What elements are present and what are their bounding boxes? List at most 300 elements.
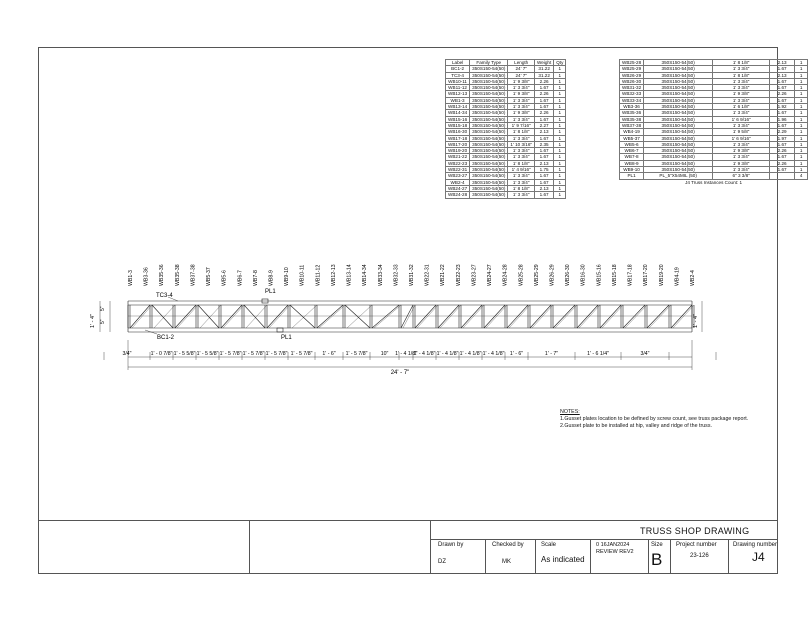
schedule-cell: 2.13 xyxy=(535,185,554,191)
schedule-cell: WB22-23 xyxy=(446,160,470,166)
schedule-cell: WB24-28 xyxy=(446,192,470,198)
dimension-label: 1' - 4 1/8" xyxy=(413,351,436,357)
schedule-cell: 1.67 xyxy=(770,78,795,84)
schedule-cell: 1 xyxy=(795,104,808,110)
schedule-cell: 1 xyxy=(554,167,566,173)
schedule-cell: 350S150-54(50) xyxy=(644,160,713,166)
web-diagonal xyxy=(154,305,175,328)
schedule-cell: WB7-8 xyxy=(620,154,644,160)
schedule-cell: WB15-18 xyxy=(446,122,470,128)
schedule-cell: 1 xyxy=(795,122,808,128)
schedule-cell: 2.35 xyxy=(535,141,554,147)
title-block-divider xyxy=(670,539,671,574)
schedule-cell: 350S150-54(50) xyxy=(470,167,508,173)
schedule-cell: 1 xyxy=(795,66,808,72)
web-diagonal xyxy=(579,305,600,328)
schedule-cell: 4 xyxy=(795,173,808,179)
schedule-cell: 1' 6 1/8" xyxy=(713,104,770,110)
web-diagonal xyxy=(200,305,221,328)
height-sub-dimension-1: 5" xyxy=(100,306,106,311)
web-label: WB21-22 xyxy=(440,264,447,286)
title-block-top-border xyxy=(38,520,778,521)
schedule-cell: 350S150-54(50) xyxy=(644,110,713,116)
dimension-label: 3/4" xyxy=(640,351,650,357)
web-diagonal xyxy=(177,305,198,328)
note-line-2: 2.Gusset plate to be installed at hip, valley and ridge of the truss. xyxy=(560,422,712,429)
schedule-cell: 350S150-54(50) xyxy=(470,129,508,135)
dimension-label: 1' - 5 5/8" xyxy=(173,351,196,357)
schedule-cell: 1.67 xyxy=(535,179,554,185)
dimension-label: 1' - 4 1/8" xyxy=(395,351,417,357)
schedule-cell: 1 xyxy=(554,129,566,135)
schedule-cell: 1 xyxy=(795,148,808,154)
schedule-cell: 1' 3 3/4" xyxy=(508,85,535,91)
schedule-cell: WB14-34 xyxy=(446,110,470,116)
web-label: WB5-6 xyxy=(221,270,228,286)
web-diagonal xyxy=(509,305,530,328)
web-diagonal xyxy=(625,305,647,328)
web-diagonal xyxy=(647,305,669,328)
schedule-cell: 350S150-54(50) xyxy=(644,135,713,141)
schedule-cell: 1 xyxy=(795,85,808,91)
schedule-cell: PL_5"X54MIL (50) xyxy=(644,173,713,179)
schedule-cell: 1' 8 1/8" xyxy=(508,160,535,166)
schedule-cell: 1' 3 3/4" xyxy=(713,78,770,84)
schedule-cell: 1.67 xyxy=(535,135,554,141)
schedule-cell: 350S150-54(50) xyxy=(470,104,508,110)
schedule-cell: 1' 8 1/8" xyxy=(508,129,535,135)
schedule-cell: 1 xyxy=(795,110,808,116)
schedule-cell: WB9-10 xyxy=(620,167,644,173)
schedule-cell: 2.13 xyxy=(770,72,795,78)
web-diagonal xyxy=(152,305,173,328)
drawn-by-value: DZ xyxy=(438,559,446,565)
schedule-cell: 350S150-54(50) xyxy=(644,167,713,173)
drawing-number-label: Drawing number xyxy=(733,542,778,548)
schedule-cell: 1.97 xyxy=(770,135,795,141)
web-diagonal xyxy=(175,305,196,328)
schedule-cell: 1.67 xyxy=(535,116,554,122)
web-diagonal xyxy=(347,305,372,328)
schedule-cell: WB3-36 xyxy=(620,104,644,110)
web-diagonal xyxy=(319,305,345,328)
schedule-cell: WB17-18 xyxy=(446,135,470,141)
dimension-label: 1' - 5 7/8" xyxy=(345,351,368,357)
schedule-cell: WB25-28 xyxy=(620,60,644,66)
schedule-cell: 1 xyxy=(554,85,566,91)
schedule-cell: 1 xyxy=(795,91,808,97)
schedule-header-cell: Length xyxy=(508,60,535,66)
schedule-cell: 1' 9 3/8" xyxy=(508,91,535,97)
schedule-cell: 350S150-54(50) xyxy=(470,185,508,191)
web-label: WB25-29 xyxy=(533,264,540,286)
scale-value: As indicated xyxy=(541,555,585,564)
schedule-header-cell: Weight xyxy=(535,60,554,66)
schedule-cell: 1' 3 3/4" xyxy=(508,97,535,103)
schedule-cell: 6" 3 3/8" xyxy=(713,173,770,179)
schedule-cell: 350S150-54(50) xyxy=(470,110,508,116)
web-diagonal xyxy=(602,305,623,328)
schedule-cell: 1 xyxy=(795,129,808,135)
schedule-cell: 2.26 xyxy=(535,91,554,97)
web-label: WB5-37 xyxy=(206,267,213,286)
schedule-cell: 1' 3 3/4" xyxy=(508,116,535,122)
schedule-cell: 1.75 xyxy=(535,167,554,173)
schedule-cell: 350S150-54(50) xyxy=(470,192,508,198)
sheet-title: TRUSS SHOP DRAWING xyxy=(640,526,750,536)
schedule-cell: WB6-7 xyxy=(620,148,644,154)
web-diagonal xyxy=(221,305,242,328)
schedule-cell: 1' 3 3/4" xyxy=(713,110,770,116)
web-label: WB14-34 xyxy=(362,264,369,286)
schedule-cell: 1' 9 3/8" xyxy=(508,110,535,116)
web-diagonal xyxy=(401,305,413,328)
schedule-header-cell: Label xyxy=(446,60,470,66)
schedule-cell: 1' 3 3/4" xyxy=(713,85,770,91)
schedule-cell: 1.67 xyxy=(770,122,795,128)
schedule-cell: 1' 3 3/4" xyxy=(713,167,770,173)
web-label: WB2-4 xyxy=(690,270,696,286)
schedule-cell: 350S150-54(50) xyxy=(644,97,713,103)
web-diagonal xyxy=(486,305,507,328)
schedule-cell: 350S150-54(50) xyxy=(470,122,508,128)
schedule-cell: 350S150-54(50) xyxy=(644,104,713,110)
schedule-cell: 1 xyxy=(554,91,566,97)
schedule-cell: 1 xyxy=(795,116,808,122)
schedule-cell: WB22-31 xyxy=(446,167,470,173)
web-label: WB7-8 xyxy=(252,270,259,286)
title-block-divider xyxy=(590,539,591,574)
schedule-cell: 1 xyxy=(795,167,808,173)
project-number-value: 23-126 xyxy=(690,553,709,559)
schedule-cell: WB25-29 xyxy=(620,66,644,72)
schedule-cell: 2.13 xyxy=(535,129,554,135)
schedule-cell: 1.96 xyxy=(770,116,795,122)
web-diagonal xyxy=(649,305,671,328)
height-sub-dimension-2: 5" xyxy=(100,319,106,324)
title-block-divider xyxy=(485,539,486,574)
dimension-label: 1' - 5 7/8" xyxy=(219,351,242,357)
web-diagonal xyxy=(132,305,152,328)
schedule-cell: 1 xyxy=(554,66,566,72)
size-value: B xyxy=(651,550,663,569)
drawing-number-value: J4 xyxy=(752,550,765,564)
schedule-cell: 1 xyxy=(795,97,808,103)
dimension-label: 1' - 6" xyxy=(509,351,524,357)
web-diagonal xyxy=(555,305,577,328)
schedule-cell: 1 xyxy=(554,110,566,116)
web-label: WB17-20 xyxy=(643,264,650,286)
web-label: WB6-7 xyxy=(237,270,244,286)
schedule-cell: WB10-11 xyxy=(446,78,470,84)
schedule-cell: 350S150-54(50) xyxy=(644,60,713,66)
web-label: WB22-23 xyxy=(455,264,462,286)
schedule-cell: 350S150-54(50) xyxy=(470,173,508,179)
schedule-cell: 1.67 xyxy=(535,154,554,160)
dimension-label: 1' - 7" xyxy=(544,351,559,357)
schedule-cell: 1' 9 7/16" xyxy=(508,122,535,128)
checked-by-label: Checked by xyxy=(492,542,524,548)
schedule-cell: 350S150-54(50) xyxy=(644,85,713,91)
schedule-cell: 2.26 xyxy=(770,148,795,154)
schedule-cell: 1.67 xyxy=(535,97,554,103)
schedule-cell: 350S150-54(50) xyxy=(644,122,713,128)
dimension-label: 1' - 5 7/8" xyxy=(265,351,288,357)
schedule-cell: 2.27 xyxy=(535,122,554,128)
dimension-label: 1' - 5 7/8" xyxy=(242,351,265,357)
web-diagonal xyxy=(461,305,482,328)
schedule-cell: 1 xyxy=(795,141,808,147)
dimension-label: 3/4" xyxy=(122,351,132,357)
schedule-cell: 1' 8 1/8" xyxy=(713,60,770,66)
title-block-row-divider xyxy=(430,539,778,540)
web-diagonal xyxy=(417,305,438,328)
web-diagonal xyxy=(223,305,244,328)
schedule-cell: 1' 3 3/4" xyxy=(508,173,535,179)
schedule-cell: 1 xyxy=(554,116,566,122)
dimension-label: 1' - 0 7/8" xyxy=(150,351,173,357)
schedule-cell: 1 xyxy=(554,97,566,103)
notes-title: NOTES: xyxy=(560,409,580,415)
schedule-cell: 350S150-54(50) xyxy=(644,78,713,84)
schedule-cell: 1' 3 3/4" xyxy=(713,97,770,103)
project-number-label: Project number xyxy=(676,542,717,548)
schedule-cell: 350S150-54(50) xyxy=(470,72,508,78)
web-label: WB10-11 xyxy=(299,264,306,286)
schedule-cell: 1.67 xyxy=(535,173,554,179)
schedule-cell: 350S150-54(50) xyxy=(644,66,713,72)
web-label: WB31-32 xyxy=(409,264,415,286)
schedule-cell: 350S150-54(50) xyxy=(644,154,713,160)
web-label: WB32-33 xyxy=(393,264,400,286)
schedule-cell: 1' 3 3/4" xyxy=(713,66,770,72)
schedule-cell: 1 xyxy=(554,192,566,198)
schedule-cell: 1' 3 3/4" xyxy=(508,135,535,141)
overall-length-dimension: 24' - 7" xyxy=(390,370,410,376)
schedule-cell: 1.67 xyxy=(770,85,795,91)
web-diagonal xyxy=(198,305,219,328)
schedule-cell: WB5-6 xyxy=(620,141,644,147)
schedule-cell: 350S150-54(50) xyxy=(470,66,508,72)
web-label: WB11-12 xyxy=(315,264,322,286)
schedule-cell: 1' 8 1/8" xyxy=(713,72,770,78)
web-diagonal xyxy=(671,305,692,328)
schedule-cell: WB21-22 xyxy=(446,154,470,160)
web-diagonal xyxy=(553,305,575,328)
size-label: Size xyxy=(651,542,663,548)
schedule-cell: BC1-2 xyxy=(446,66,470,72)
schedule-cell: WB16-30 xyxy=(446,129,470,135)
web-diagonal xyxy=(484,305,505,328)
dimension-label: 1' - 5 5/8" xyxy=(196,351,219,357)
web-label: WB16-30 xyxy=(580,264,587,286)
schedule-cell: 1 xyxy=(554,141,566,147)
web-diagonal xyxy=(600,305,621,328)
schedule-cell: WB17-20 xyxy=(446,141,470,147)
schedule-cell: WB23-27 xyxy=(446,173,470,179)
schedule-cell: WB32-33 xyxy=(620,91,644,97)
truss-geometry xyxy=(128,297,694,334)
web-label: WB25-28 xyxy=(518,264,525,286)
schedule-cell: 2.29 xyxy=(770,129,795,135)
schedule-cell: 1 xyxy=(795,78,808,84)
dimension-label: 1' - 4 1/8" xyxy=(459,351,482,357)
web-label: WB9-10 xyxy=(284,267,291,286)
schedule-cell: WB31-32 xyxy=(620,85,644,91)
gusset-plate xyxy=(277,328,283,332)
web-diagonal xyxy=(269,305,290,328)
schedule-cell: 1.67 xyxy=(770,110,795,116)
web-diagonal xyxy=(345,305,370,328)
schedule-cell: 1 xyxy=(795,160,808,166)
schedule-cell: 1' 3 3/4" xyxy=(508,104,535,110)
height-dimension-right: 1' - 4" xyxy=(693,313,699,328)
title-block-divider xyxy=(430,520,431,574)
schedule-cell: 1' 8 1/8" xyxy=(508,185,535,191)
schedule-cell: WB26-30 xyxy=(620,78,644,84)
web-diagonal xyxy=(673,305,694,328)
note-line-1: 1.Gusset plates location to be defined by screw count, see truss package report. xyxy=(560,415,749,422)
web-diagonal xyxy=(440,305,461,328)
web-label: WB13-14 xyxy=(346,264,353,286)
schedule-cell: 1' 9 5/8" xyxy=(713,129,770,135)
schedule-cell: 350S150-54(50) xyxy=(470,97,508,103)
title-block-divider xyxy=(249,520,250,574)
schedule-header-cell: Family Type xyxy=(470,60,508,66)
web-label: WB17-18 xyxy=(627,264,634,286)
schedule-cell: 1 xyxy=(554,148,566,154)
schedule-cell: 1 xyxy=(554,173,566,179)
schedule-cell: 2.26 xyxy=(770,160,795,166)
web-diagonal xyxy=(438,305,459,328)
web-label: WB12-13 xyxy=(330,264,337,286)
schedule-cell: 350S150-54(50) xyxy=(470,179,508,185)
schedule-cell: 2.13 xyxy=(770,60,795,66)
web-diagonal xyxy=(244,305,265,328)
schedule-cell: 1' 4 9/16" xyxy=(508,167,535,173)
schedule-cell: 1' 10 3/16" xyxy=(508,141,535,147)
schedule-cell: 1.67 xyxy=(770,66,795,72)
schedule-cell: 350S150-54(50) xyxy=(644,148,713,154)
web-label: WB3-36 xyxy=(143,267,150,286)
schedule-cell: 1 xyxy=(554,122,566,128)
schedule-cell: 1' 3 3/4" xyxy=(713,122,770,128)
schedule-cell: 350S150-54(50) xyxy=(470,135,508,141)
schedule-cell: WB35-38 xyxy=(620,116,644,122)
schedule-cell: WB1-3 xyxy=(446,97,470,103)
notes-block xyxy=(560,409,748,429)
drawn-by-label: Drawn by xyxy=(438,542,464,548)
schedule-cell: WB12-13 xyxy=(446,91,470,97)
schedule-cell: 350S150-54(50) xyxy=(644,129,713,135)
schedule-cell: 31.22 xyxy=(535,72,554,78)
schedule-cell: 1' 9 3/8" xyxy=(713,160,770,166)
web-label: WB24-27 xyxy=(487,264,494,286)
schedule-cell: 1.92 xyxy=(770,104,795,110)
schedule-cell: 2.26 xyxy=(770,91,795,97)
title-block-divider xyxy=(535,539,536,574)
schedule-cell: WB4-19 xyxy=(620,129,644,135)
plate-label-b: PL1 xyxy=(281,335,292,341)
schedule-cell: 2.26 xyxy=(535,110,554,116)
web-diagonal xyxy=(530,305,551,328)
dimension-label: 1' - 6 1/4" xyxy=(587,351,609,357)
schedule-cell: 1' 3 3/4" xyxy=(508,179,535,185)
schedule-cell: WB24-27 xyxy=(446,185,470,191)
schedule-cell: 350S150-54(50) xyxy=(470,91,508,97)
schedule-cell: 2.26 xyxy=(535,78,554,84)
title-block-divider xyxy=(728,539,729,574)
web-diagonal xyxy=(507,305,528,328)
dimension-label: 1' - 4 1/8" xyxy=(482,351,505,357)
web-label: WB26-30 xyxy=(565,264,572,286)
dimension-label: 1' - 6" xyxy=(322,351,336,357)
dimension-label: 1' - 4 1/8" xyxy=(436,351,459,357)
schedule-cell: 1 xyxy=(554,78,566,84)
schedule-cell: 1' 3 3/4" xyxy=(508,192,535,198)
schedule-cell: WB37-38 xyxy=(620,122,644,128)
web-diagonal xyxy=(577,305,598,328)
schedule-cell: 1 xyxy=(554,154,566,160)
checked-by-value: MK xyxy=(502,559,511,565)
revision-line-2: REVIEW REV2 xyxy=(596,549,634,555)
schedule-cell: 350S150-54(50) xyxy=(644,72,713,78)
schedule-cell: 350S150-54(50) xyxy=(470,141,508,147)
web-diagonal xyxy=(267,305,288,328)
schedule-cell: 1' 6 9/16" xyxy=(713,135,770,141)
schedule-cell: 350S150-54(50) xyxy=(644,116,713,122)
schedule-cell: 1.67 xyxy=(770,167,795,173)
web-label: WB15-16 xyxy=(596,264,603,286)
web-label: WB15-18 xyxy=(611,264,618,286)
schedule-cell: 350S150-54(50) xyxy=(644,141,713,147)
schedule-cell: 1' 9 3/8" xyxy=(713,91,770,97)
truss-instances-count: J4 Truss Instances Count: 1 xyxy=(685,179,743,185)
web-label: WB35-38 xyxy=(174,264,181,286)
schedule-cell: 1.67 xyxy=(535,85,554,91)
schedule-cell: 2.13 xyxy=(535,160,554,166)
web-label: WB24-28 xyxy=(502,264,509,286)
schedule-cell: 1 xyxy=(795,154,808,160)
schedule-cell: 350S150-54(50) xyxy=(470,148,508,154)
web-diagonal xyxy=(532,305,553,328)
schedule-cell: 350S150-54(50) xyxy=(644,91,713,97)
web-label: WB4-19 xyxy=(674,267,681,286)
web-diagonal xyxy=(290,305,315,328)
schedule-cell: 1 xyxy=(554,135,566,141)
schedule-cell: WB2-4 xyxy=(446,179,470,185)
schedule-cell: WB19-20 xyxy=(446,148,470,154)
schedule-cell: 1' 3 3/4" xyxy=(508,154,535,160)
schedule-header-cell: Qty xyxy=(554,60,566,66)
dimension-label: 1' - 5 7/8" xyxy=(290,351,313,357)
schedule-cell: TC3-4 xyxy=(446,72,470,78)
schedule-cell: 1 xyxy=(795,60,808,66)
schedule-cell: 350S150-54(50) xyxy=(470,154,508,160)
schedule-cell: 1 xyxy=(554,179,566,185)
schedule-cell: 1' 3 3/4" xyxy=(508,148,535,154)
schedule-cell: 1 xyxy=(554,104,566,110)
scale-label: Scale xyxy=(541,542,557,548)
schedule-cell: 1 xyxy=(554,160,566,166)
bottom-chord-label: BC1-2 xyxy=(157,335,175,341)
schedule-cell: 1' 9 3/8" xyxy=(508,78,535,84)
web-label: WB22-31 xyxy=(424,264,431,286)
schedule-cell: 1 xyxy=(795,72,808,78)
web-label: WB35-36 xyxy=(159,264,166,286)
schedule-cell: WB8-9 xyxy=(620,160,644,166)
schedule-cell: WB15-16 xyxy=(446,116,470,122)
